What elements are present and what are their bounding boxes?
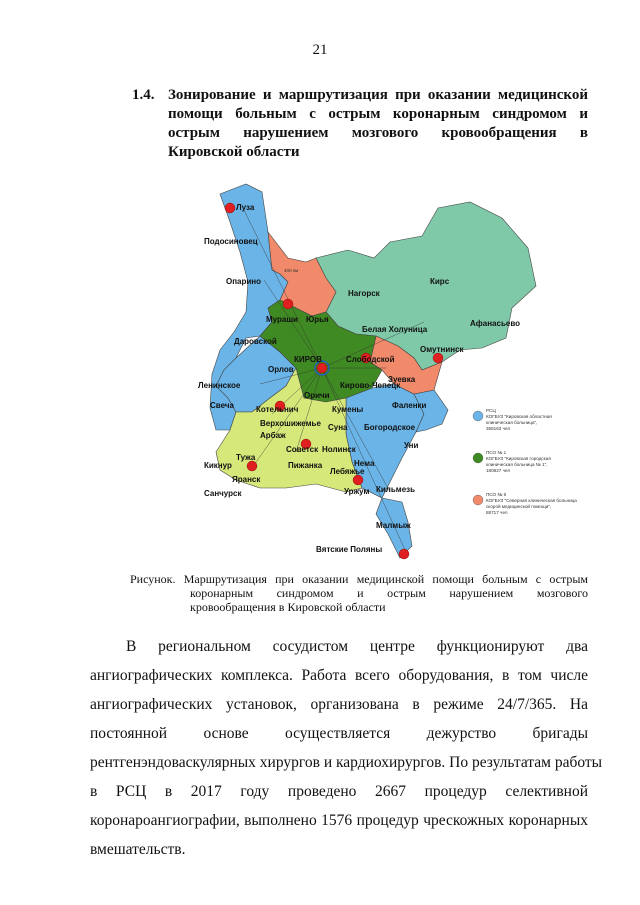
town-label: Верхошижемье: [260, 419, 321, 428]
svg-text:клиническая больница № 1",: клиническая больница № 1",: [486, 462, 548, 467]
town-label: Кильмезь: [376, 485, 416, 494]
town-label: Вятские Поляны: [316, 545, 383, 554]
routing-map: [176, 162, 596, 570]
marker-luza: [225, 203, 235, 213]
town-label: Арбаж: [260, 431, 286, 440]
town-label: Нагорск: [348, 289, 380, 298]
town-label: Свеча: [210, 401, 234, 410]
heading-line-1: 1.4. Зонирование и маршрутизация при оказании медицинской: [132, 87, 588, 103]
town-label: Оричи: [304, 391, 330, 400]
town-label: КИРОВ: [294, 355, 322, 364]
town-label: Санчурск: [204, 489, 242, 498]
legend-swatch-rsc: [473, 411, 483, 421]
town-label: Белая Холуница: [362, 325, 428, 334]
svg-text:ПСО № 6: ПСО № 6: [486, 492, 507, 497]
page-number: 21: [312, 42, 328, 58]
town-label: Малмыж: [376, 521, 411, 530]
paragraph-line: в РСЦ в 2017 году проведено 2667 процедур селективной: [90, 783, 588, 800]
marker-yaransk: [247, 461, 257, 471]
paragraph-line: вмешательств.: [90, 841, 186, 858]
caption-line: коронарным синдромом и острым нарушением мозгового: [190, 586, 588, 600]
town-label: Немa: [354, 459, 375, 468]
paragraph-line: В региональном сосудистом центре функционируют два: [126, 638, 588, 655]
paragraph-line: ангиографических установок, организована в режиме 24/7/365. На: [90, 696, 588, 713]
town-label: Лебяжье: [330, 467, 365, 476]
svg-text:клиническая больница",: клиническая больница",: [486, 420, 538, 425]
svg-text:КОГБУЗ "Кировская областная: КОГБУЗ "Кировская областная: [486, 414, 552, 419]
svg-text:400 км: 400 км: [284, 268, 299, 273]
marker-yurya: [283, 299, 293, 309]
town-label: Опарино: [226, 277, 262, 286]
marker-urzhum: [353, 475, 363, 485]
paragraph-line: рентгенэндоваскулярных хирургов и кардиохирургов. По результатам работы: [90, 754, 603, 771]
town-label: Зуевка: [388, 375, 416, 384]
marker-vp: [399, 549, 409, 559]
town-label: Кирс: [430, 277, 450, 286]
svg-text:358163 чел: 358163 чел: [486, 426, 511, 431]
svg-text:180827 чел: 180827 чел: [486, 468, 511, 473]
town-label: Орлов: [268, 365, 294, 374]
town-label: Тужа: [236, 453, 256, 462]
svg-text:РСЦ: РСЦ: [486, 408, 496, 413]
svg-text:ПСО № 1: ПСО № 1: [486, 450, 507, 455]
town-label: Даровской: [234, 337, 277, 346]
town-label: Уржум: [344, 487, 370, 496]
paragraph-line: коронароангиографии, выполнено 1576 процедур чрескожных коронарных: [90, 812, 588, 829]
svg-text:88717 чел: 88717 чел: [486, 510, 508, 515]
paragraph-line: ангиографических комплекса. Работа всего оборудования, в том числе: [90, 667, 588, 684]
legend-swatch-pso6: [473, 495, 483, 505]
town-label: Уни: [404, 441, 419, 450]
town-label: Афанасьево: [470, 319, 521, 328]
legend-swatch-pso1: [473, 453, 483, 463]
town-label: Кумены: [332, 405, 364, 414]
svg-text:скорой медицинской помощи",: скорой медицинской помощи",: [486, 504, 552, 509]
town-label: Богородское: [364, 423, 416, 432]
marker-kirov: [317, 363, 327, 373]
town-label: Подосиновец: [204, 237, 258, 246]
town-label: Суна: [328, 423, 348, 432]
town-label: Котельнич: [256, 405, 299, 414]
heading-line-3: острым нарушением мозгового кровообращения в: [168, 125, 588, 141]
section-heading: [132, 86, 588, 162]
paragraph-line: постоянной основе осуществляется дежурство бригады: [90, 725, 588, 742]
body-paragraph: [90, 632, 603, 864]
town-label: Юрья: [306, 315, 329, 324]
town-label: Фаленки: [392, 401, 427, 410]
marker-omutninsk: [433, 353, 443, 363]
figure-caption: [130, 572, 588, 614]
town-label: Слободской: [346, 355, 395, 364]
town-label: Советск: [286, 445, 319, 454]
town-label: Мураши: [266, 315, 298, 324]
town-label: Яранск: [232, 475, 261, 484]
town-label: Луза: [236, 203, 255, 212]
town-label: Кикнур: [204, 461, 232, 470]
heading-line-4: Кировской области: [168, 144, 300, 160]
town-label: Нолинск: [322, 445, 356, 454]
caption-line: кровообращения в Кировской области: [190, 600, 386, 614]
town-label: Кирово-Чепецк: [340, 381, 401, 390]
town-label: Ленинское: [198, 381, 241, 390]
town-label: Пижанка: [288, 461, 323, 470]
section-number: 1.4.: [132, 87, 155, 103]
heading-line-2: помощи больным с острым коронарным синдромом и: [168, 106, 588, 122]
town-label: Омутнинск: [420, 345, 464, 354]
svg-text:КОГБУЗ "Кировская городская: КОГБУЗ "Кировская городская: [486, 456, 551, 461]
map-legend: [473, 408, 577, 515]
svg-text:КОГБУЗ "Северная клиническая б: КОГБУЗ "Северная клиническая больница: [486, 498, 577, 503]
caption-line: Рисунок. Маршрутизация при оказании медицинской помощи больным с острым: [130, 572, 588, 586]
